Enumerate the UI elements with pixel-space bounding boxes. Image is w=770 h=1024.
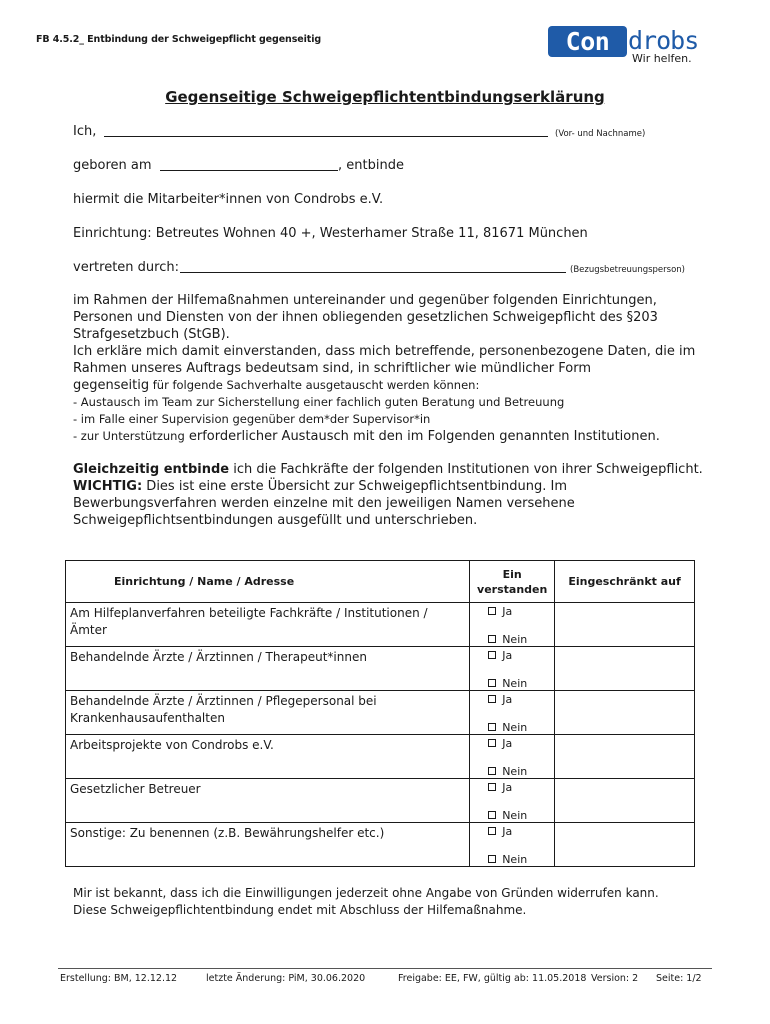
checkbox-nein[interactable]: Nein — [488, 677, 527, 690]
representative-hint: (Bezugsbetreuungsperson) — [570, 265, 685, 275]
checkbox-icon — [488, 811, 496, 819]
bullet-supervision: - im Falle einer Supervision gegenüber dem*der Supervisor*in — [73, 412, 431, 426]
hiermit-text: hiermit die Mitarbeiter*innen von Condrobs e.V. — [73, 192, 384, 207]
checkbox-icon — [488, 767, 496, 775]
table-row — [66, 691, 695, 735]
col-header-consent: Ein verstanden — [470, 561, 555, 603]
checkbox-nein[interactable]: Nein — [488, 809, 527, 822]
birthdate-field[interactable] — [160, 170, 338, 171]
row-label: Sonstige: Zu benennen (z.B. Bewährungshelfer etc.) — [66, 823, 470, 867]
footer-release: Freigabe: EE, FW, gültig ab: 11.05.2018 — [398, 973, 587, 984]
checkbox-icon — [488, 607, 496, 615]
geboren-label: geboren am — [73, 158, 152, 173]
checkbox-ja[interactable]: Ja — [488, 605, 512, 618]
condrobs-logo — [548, 26, 698, 68]
table-row — [66, 779, 695, 823]
bullet-institutions: - zur Unterstützung erforderlicher Austausch mit den im Folgenden genannten Institutionen. — [73, 429, 660, 444]
paragraph-consent: Ich erkläre mich damit einverstanden, dass mich betreffende, personenbezogene Daten, die im Rahmen unseres Auftrags bedeutsam sind, in schriftlicher wie mündlicher Form — [73, 344, 696, 376]
checkbox-icon — [488, 739, 496, 747]
einrichtung-text: Einrichtung: Betreutes Wohnen 40 +, Westerhamer Straße 11, 81671 München — [73, 226, 588, 241]
revocation-note: Mir ist bekannt, dass ich die Einwilligungen jederzeit ohne Angabe von Gründen widerrufen kann. — [73, 886, 659, 900]
table-row — [66, 735, 695, 779]
row-label: Arbeitsprojekte von Condrobs e.V. — [66, 735, 470, 779]
page-title: Gegenseitige Schweigepflichtentbindungserklärung — [165, 88, 605, 106]
restriction-field[interactable] — [555, 735, 695, 779]
release-paragraph — [73, 461, 713, 529]
validity-note: Diese Schweigepflichtentbindung endet mit Abschluss der Hilfemaßnahme. — [73, 903, 527, 917]
checkbox-nein[interactable]: Nein — [488, 765, 527, 778]
document-code: FB 4.5.2_ Entbindung der Schweigepflicht gegenseitig — [36, 34, 322, 45]
paragraph-scope: im Rahmen der Hilfemaßnahmen untereinander und gegenüber folgenden Einrichtungen, Personen und Diensten von der ihnen obliegenden gesetzlichen Schweigepflicht des §203 Strafgesetzbuch (StGB). — [73, 293, 658, 342]
row-label: Behandelnde Ärzte / Ärztinnen / Therapeut*innen — [66, 647, 470, 691]
table-row — [66, 603, 695, 647]
checkbox-icon — [488, 827, 496, 835]
checkbox-ja[interactable]: Ja — [488, 737, 512, 750]
footer-created: Erstellung: BM, 12.12.12 — [60, 973, 178, 984]
restriction-field[interactable] — [555, 603, 695, 647]
closing-notes — [73, 885, 659, 919]
name-hint: (Vor- und Nachname) — [555, 129, 646, 139]
entbinde-text: , entbinde — [338, 158, 404, 173]
important-note: WICHTIG: Dies ist eine erste Übersicht zur Schweigepflichtsentbindung. Im Bewerbungsverfahren werden einzelne mit den jeweiligen Namen versehene Schweigepflichtsentbindungen ausgefüllt und unterschrieben. — [73, 479, 575, 528]
vertreten-label: vertreten durch: — [73, 260, 179, 275]
checkbox-nein[interactable]: Nein — [488, 633, 527, 646]
checkbox-ja[interactable]: Ja — [488, 781, 512, 794]
table-header — [66, 561, 695, 603]
col-header-restricted: Eingeschränkt auf — [555, 561, 695, 603]
name-field[interactable] — [104, 136, 548, 137]
checkbox-icon — [488, 783, 496, 791]
paragraph-consent-cont: gegenseitig für folgende Sachverhalte ausgetauscht werden können: — [73, 378, 480, 393]
checkbox-icon — [488, 695, 496, 703]
checkbox-icon — [488, 635, 496, 643]
checkbox-ja[interactable]: Ja — [488, 693, 512, 706]
table-row — [66, 823, 695, 867]
release-text: Gleichzeitig entbinde ich die Fachkräfte der folgenden Institutionen von ihrer Schweigepflicht. — [73, 462, 703, 477]
restriction-field[interactable] — [555, 779, 695, 823]
checkbox-icon — [488, 855, 496, 863]
consent-paragraph — [73, 292, 713, 445]
checkbox-nein[interactable]: Nein — [488, 721, 527, 734]
row-label: Gesetzlicher Betreuer — [66, 779, 470, 823]
logo-slogan: Wir helfen. — [632, 52, 692, 65]
ich-label: Ich, — [73, 124, 97, 139]
logo-con: Con — [548, 26, 627, 57]
checkbox-icon — [488, 679, 496, 687]
row-label: Behandelnde Ärzte / Ärztinnen / Pflegepersonal bei Krankenhausaufenthalten — [66, 691, 470, 735]
bullet-team: - Austausch im Team zur Sicherstellung einer fachlich guten Beratung und Betreuung — [73, 395, 565, 409]
col-header-institution: Einrichtung / Name / Adresse — [66, 561, 470, 603]
checkbox-nein[interactable]: Nein — [488, 853, 527, 866]
footer-version: Version: 2 — [591, 973, 639, 984]
footer-modified: letzte Änderung: PiM, 30.06.2020 — [206, 973, 366, 984]
footer-divider — [58, 968, 712, 969]
table-row — [66, 647, 695, 691]
checkbox-icon — [488, 723, 496, 731]
restriction-field[interactable] — [555, 691, 695, 735]
checkbox-ja[interactable]: Ja — [488, 825, 512, 838]
institutions-table — [65, 560, 695, 867]
restriction-field[interactable] — [555, 823, 695, 867]
representative-field[interactable] — [180, 272, 566, 273]
row-label: Am Hilfeplanverfahren beteiligte Fachkräfte / Institutionen / Ämter — [66, 603, 470, 647]
footer-page: Seite: 1/2 — [656, 973, 702, 984]
checkbox-icon — [488, 651, 496, 659]
checkbox-ja[interactable]: Ja — [488, 649, 512, 662]
logo-drobs: drobs — [628, 26, 699, 55]
restriction-field[interactable] — [555, 647, 695, 691]
